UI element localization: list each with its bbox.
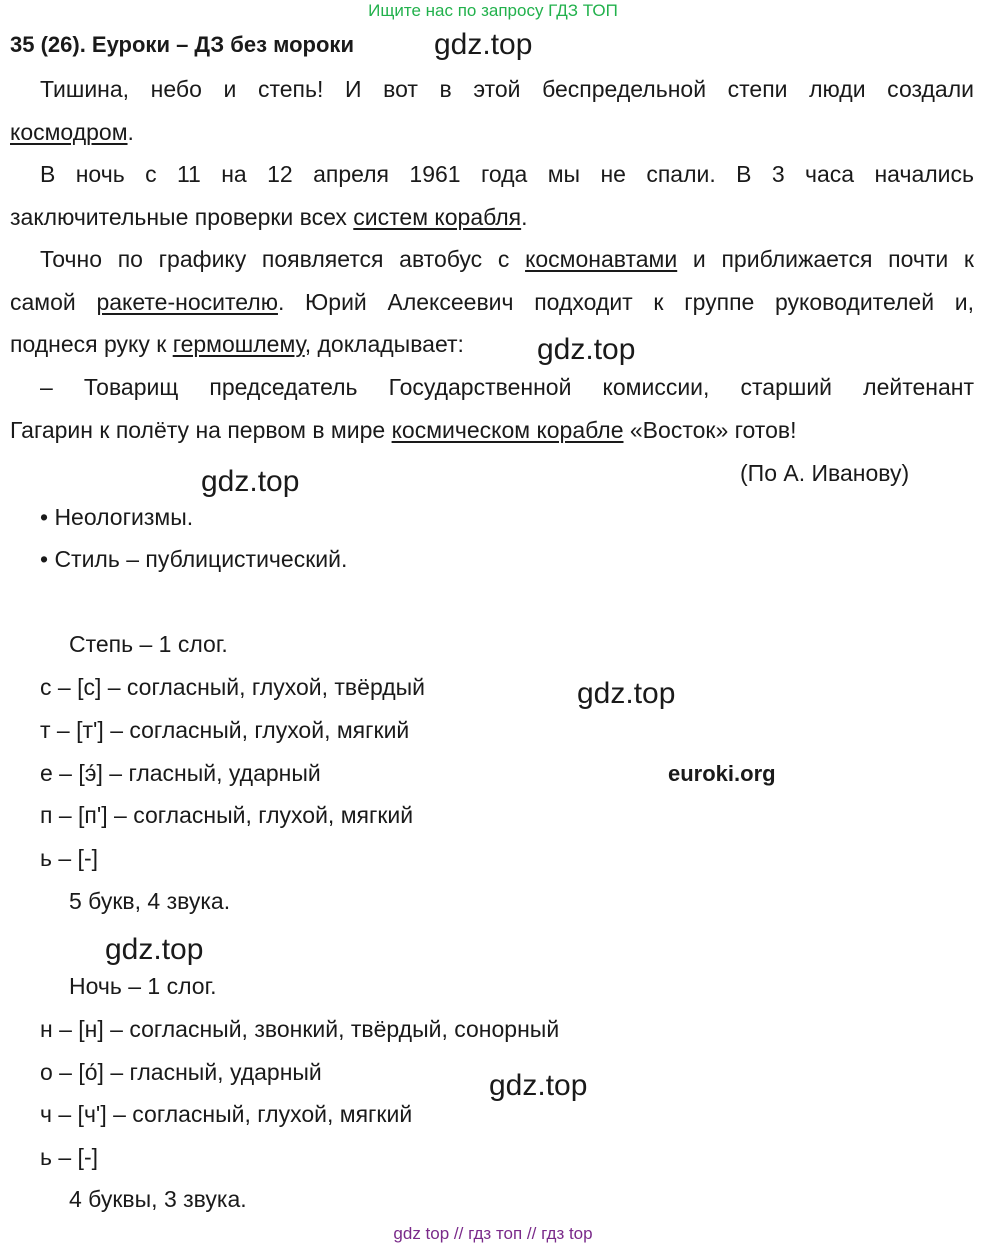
paragraph-line: – Товарищ председатель Государственной комиссии, старший лейтенант: [40, 374, 974, 400]
paragraph-text: заключительные проверки всех: [10, 203, 354, 230]
phonetic-line: с – [с] – согласный, глухой, твёрдый: [40, 674, 426, 700]
phonetic-line: ч – [ч'] – согласный, глухой, мягкий: [40, 1101, 413, 1127]
paragraph-text: , докладывает:: [304, 331, 464, 357]
phonetic-line: ь – [-]: [40, 845, 98, 871]
text-paragraph-2: [10, 153, 974, 238]
phonetic-line: н – [н] – согласный, звонкий, твёрдый, сонорный: [40, 1016, 560, 1042]
punctuation: .: [127, 118, 134, 145]
watermark: gdz.top: [537, 333, 636, 366]
analysis-title: Ночь – 1 слог.: [69, 973, 217, 999]
bullet-item: • Неологизмы.: [40, 504, 194, 530]
exercise-heading: 35 (26). Еуроки – ДЗ без мороки: [10, 32, 354, 57]
paragraph-text: и приближается почти к: [677, 246, 974, 272]
underlined-word: гермошлему: [172, 331, 305, 357]
underlined-word: космонавтами: [525, 246, 678, 272]
paragraph-text: Гагарин к полёту на первом в мире: [10, 416, 392, 443]
bullet-item: • Стиль – публицистический.: [40, 546, 348, 572]
underlined-word: космодром: [10, 118, 128, 145]
paragraph-text: поднеся руку к: [10, 331, 173, 357]
phonetic-line: о – [о́] – гласный, ударный: [40, 1059, 322, 1085]
phonetic-line: п – [п'] – согласный, глухой, мягкий: [40, 802, 414, 828]
phonetic-line: ь – [-]: [40, 1144, 98, 1170]
underlined-word: ракете-носителю: [96, 288, 278, 315]
phonetic-line: т – [т'] – согласный, глухой, мягкий: [40, 717, 410, 743]
analysis-summary: 5 букв, 4 звука.: [69, 888, 231, 914]
paragraph-text: самой: [10, 288, 97, 315]
paragraph-text: «Восток» готов!: [623, 416, 797, 443]
text-paragraph-3: [10, 238, 974, 366]
attribution: (По А. Иванову): [740, 460, 910, 486]
watermark: gdz.top: [201, 465, 300, 498]
paragraph-text: Точно по графику появляется автобус с: [40, 246, 526, 272]
underlined-word: космическом корабле: [391, 416, 624, 443]
paragraph-line: В ночь с 11 на 12 апреля 1961 года мы не спали. В 3 часа начались: [40, 161, 974, 187]
phonetic-line: е – [э́] – гласный, ударный: [40, 760, 321, 786]
footer-links[interactable]: gdz top // гдз топ // гдз top: [393, 1224, 593, 1243]
paragraph-line: Тишина, небо и степь! И вот в этой беспредельной степи люди создали: [40, 76, 974, 102]
watermark: gdz.top: [434, 28, 533, 61]
euroki-logo: euroki.org: [668, 761, 776, 786]
paragraph-text: . Юрий Алексеевич подходит к группе руководителей и,: [277, 288, 974, 315]
text-paragraph-1: [10, 68, 974, 153]
watermark: gdz.top: [105, 933, 204, 966]
watermark: gdz.top: [577, 677, 676, 710]
analysis-title: Степь – 1 слог.: [69, 631, 228, 657]
text-paragraph-4: [10, 366, 974, 451]
punctuation: .: [521, 203, 528, 230]
watermark: gdz.top: [489, 1069, 588, 1102]
underlined-word: систем корабля: [353, 203, 522, 230]
analysis-summary: 4 буквы, 3 звука.: [69, 1186, 247, 1212]
top-banner-link[interactable]: Ищите нас по запросу ГДЗ ТОП: [368, 1, 618, 20]
